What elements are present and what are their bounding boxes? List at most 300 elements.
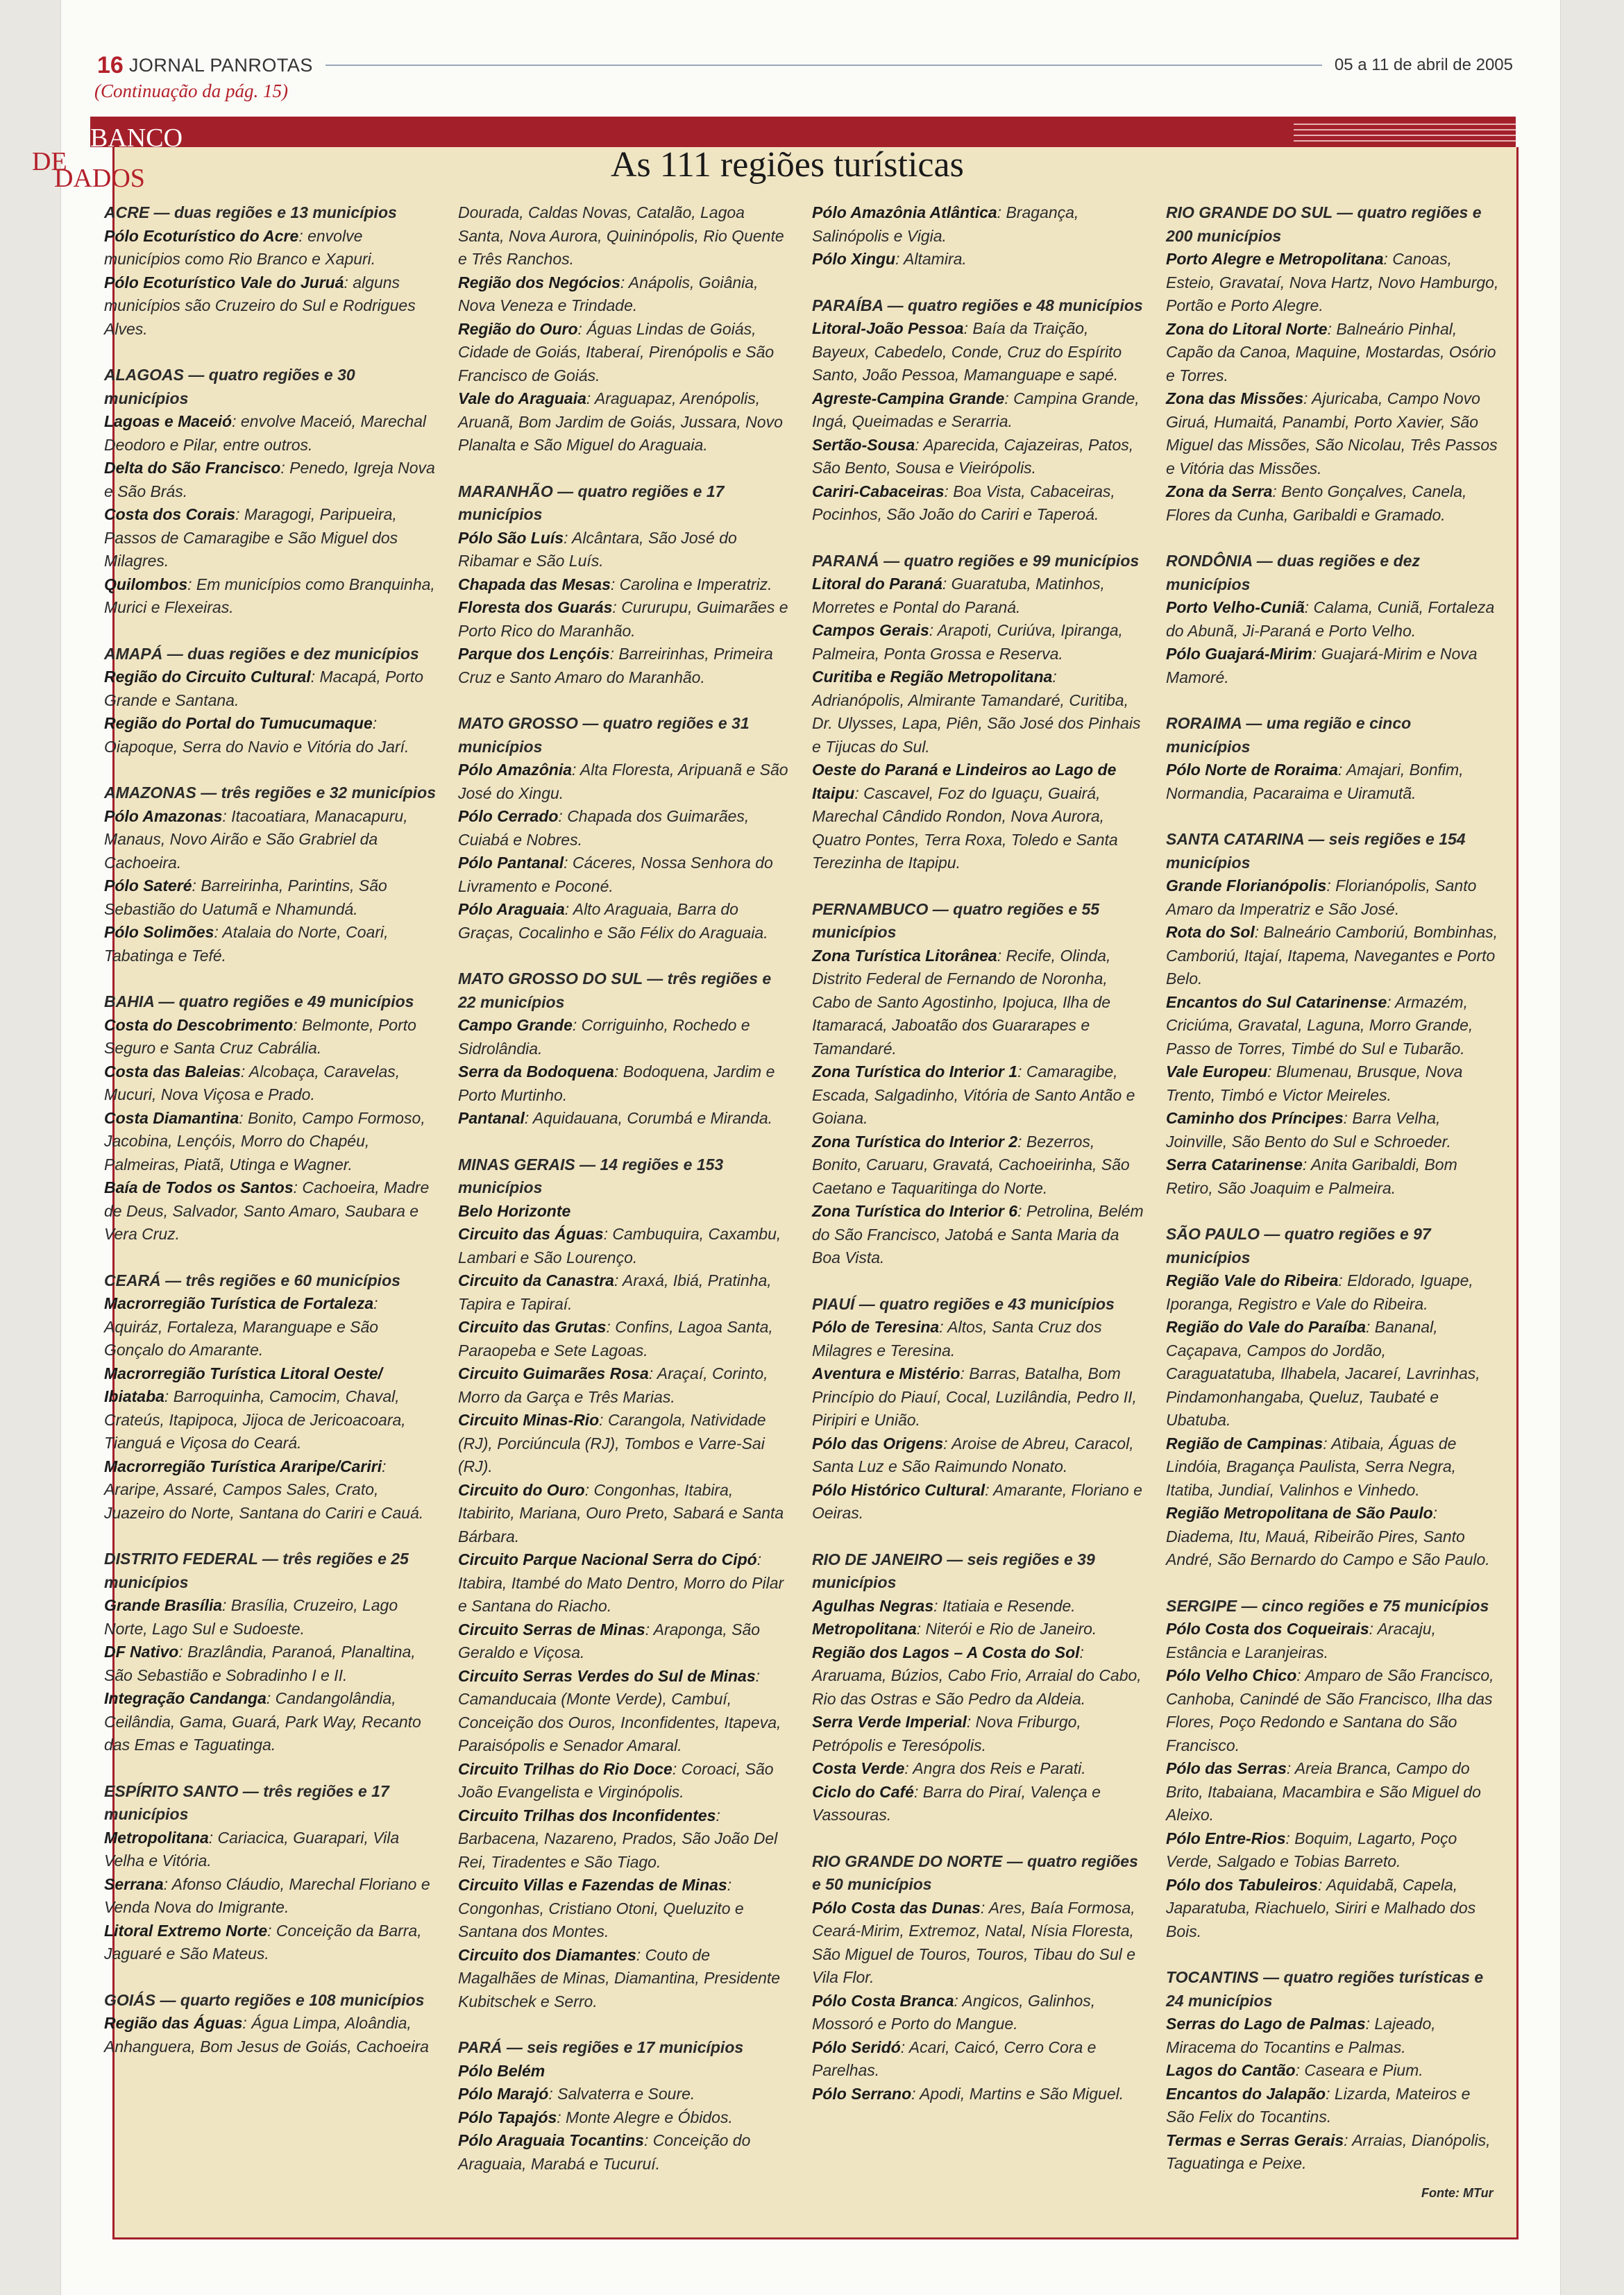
region-municipalities: : Brazlândia, Paranoá, Planaltina, São Sebastião e Sobradinho I e II. [104, 1643, 416, 1684]
state-heading: RONDÔNIA — duas regiões e dez municípios [1166, 552, 1420, 593]
region-municipalities: : Armazém, Criciúma, Gravatal, Laguna, Morro Grande, Passo de Torres, Timbé do Sul e Tubarão. [1166, 992, 1473, 1058]
region-municipalities: : Barbacena, Nazareno, Prados, São João Del Rei, Tiradentes e São Tiago. [458, 1806, 778, 1871]
region-municipalities: : Guaratuba, Matinhos, Morretes e Pontal do Paraná. [812, 575, 1105, 616]
region-entry [104, 1176, 437, 1246]
region-entry [458, 643, 791, 689]
region-name: Circuito Trilhas dos Inconfidentes [458, 1806, 716, 1824]
region-entry [1166, 2129, 1499, 2176]
region-entry [458, 1269, 791, 1316]
region-municipalities: : Anita Garibaldi, Bom Retiro, São Joaquim e Palmeira. [1166, 1155, 1457, 1197]
region-municipalities: : Barreirinhas, Primeira Cruz e Santo Amaro do Maranhão. [458, 645, 773, 686]
region-name: Zona Turística do Interior 6 [812, 1202, 1018, 1220]
region-name: Termas e Serras Gerais [1166, 2131, 1344, 2149]
region-entry [104, 1455, 437, 1525]
region-entry [104, 410, 437, 457]
region-municipalities: : Brasília, Cruzeiro, Lago Norte, Lago Sul e Sudoeste. [104, 1596, 398, 1638]
region-municipalities: : Aquidabã, Capela, Japaratuba, Riachuelo, Siriri e Malhado dos Bois. [1166, 1875, 1476, 1940]
region-entry [1166, 1432, 1499, 1502]
region-entry [104, 874, 437, 921]
region-municipalities: : Amparo de São Francisco, Canhoba, Canindé de São Francisco, Ilha das Flores, Poço Redondo e Santana do São Francisco. [1166, 1666, 1494, 1754]
region-entry [812, 1479, 1145, 1525]
text-column-4 [1166, 201, 1499, 2176]
state-block [1166, 828, 1499, 1200]
region-municipalities: : Atalaia do Norte, Coari, Tabatinga e Tefé. [104, 923, 389, 965]
region-name: Pólo das Serras [1166, 1759, 1287, 1777]
region-entry [1166, 2059, 1499, 2083]
region-municipalities: : Petrolina, Belém do São Francisco, Jatobá e Santa Maria da Boa Vista. [812, 1202, 1144, 1267]
region-entry [458, 1060, 791, 1107]
region-name: Macrorregião Turística Araripe/Cariri [104, 1457, 382, 1475]
region-municipalities: : Alcântara, São José do Ribamar e São Luís. [458, 528, 737, 570]
state-block [812, 201, 1145, 271]
region-municipalities: : Itabira, Itambé do Mato Dentro, Morro do Pilar e Santana do Riacho. [458, 1550, 784, 1615]
region-municipalities: : Cariacica, Guarapari, Vila Velha e Vitória. [104, 1828, 400, 1870]
region-entry [812, 1641, 1145, 1711]
region-entry [812, 1897, 1145, 1990]
region-entry [812, 2083, 1145, 2106]
region-municipalities: : Congonhas, Cristiano Otoni, Queluzito e Santana dos Montes. [458, 1876, 744, 1940]
region-entry [458, 805, 791, 852]
region-entry [104, 2012, 437, 2058]
region-entry [458, 2106, 791, 2130]
region-entry [104, 712, 437, 759]
region-entry [812, 248, 1145, 271]
region-municipalities: : Cáceres, Nossa Senhora do Livramento e Poconé. [458, 854, 773, 895]
region-municipalities: : Bragança, Salinópolis e Vigia. [812, 203, 1079, 245]
region-name: Região Metropolitana de São Paulo [1166, 1504, 1433, 1522]
region-name: Metropolitana [812, 1620, 917, 1638]
region-entry [458, 1014, 791, 1060]
region-municipalities: : Bento Gonçalves, Canela, Flores da Cunha, Garibaldi e Gramado. [1166, 482, 1467, 524]
region-municipalities: : Barroquinha, Camocim, Chaval, Crateús, Itapipoca, Jijoca de Jericoacoara, Tianguá e Viçosa do Ceará. [104, 1387, 406, 1452]
section-label-dados: DADOS [54, 164, 145, 193]
region-name: Litoral do Paraná [812, 575, 942, 593]
region-entry [104, 573, 437, 620]
region-name: Costa Verde [812, 1759, 905, 1777]
region-name: Litoral-João Pessoa [812, 319, 964, 337]
region-entry [104, 1920, 437, 1966]
region-municipalities: : Calama, Cuniã, Fortaleza do Abunã, Ji-Paraná e Porto Velho. [1166, 598, 1495, 640]
region-name: Agulhas Negras [812, 1596, 934, 1615]
region-name: Aventura e Mistério [812, 1364, 961, 1382]
region-name: Pólo Belém [458, 2061, 545, 2080]
region-municipalities: : Arraias, Dianópolis, Taguatinga e Peixe. [1166, 2131, 1491, 2172]
region-name: Região dos Lagos – A Costa do Sol [812, 1643, 1080, 1661]
region-entry [458, 2060, 791, 2083]
page-number: 16 [97, 51, 124, 78]
region-municipalities: : Couto de Magalhães de Minas, Diamantina, Presidente Kubitschek e Serro. [458, 1945, 781, 2010]
region-entry [458, 1409, 791, 1479]
region-municipalities: : Aracaju, Estância e Laranjeiras. [1166, 1620, 1436, 1661]
region-entry [458, 1944, 791, 2014]
region-entry [1166, 1502, 1499, 1572]
state-heading: AMAPÁ — duas regiões e dez municípios [104, 644, 419, 663]
region-name: Circuito Parque Nacional Serra do Cipó [458, 1550, 757, 1568]
region-entry [458, 201, 791, 271]
region-municipalities: : Coroaci, São João Evangelista e Virginópolis. [458, 1759, 774, 1801]
region-name: Integração Candanga [104, 1689, 267, 1707]
continuation-note: (Continuação da pág. 15) [94, 81, 288, 101]
region-entry [812, 1316, 1145, 1362]
region-entry [104, 1594, 437, 1641]
bar-stripes [1294, 121, 1516, 143]
region-entry [1166, 1107, 1499, 1153]
region-name: Sertão-Sousa [812, 435, 915, 454]
region-municipalities: : Carolina e Imperatriz. [610, 575, 772, 593]
region-name: Circuito das Grutas [458, 1318, 607, 1336]
page-header [97, 49, 1513, 82]
region-municipalities: : Apodi, Martins e São Miguel. [911, 2084, 1124, 2103]
state-block [104, 201, 437, 341]
region-name: Costa das Baleias [104, 1062, 241, 1081]
state-heading: SANTA CATARINA — seis regiões e 154 municípios [1166, 830, 1466, 872]
region-name: Pólo Solimões [104, 923, 214, 941]
region-name: Pólo Costa Branca [812, 1991, 954, 2010]
state-block [812, 1548, 1145, 1827]
region-entry [104, 921, 437, 967]
region-name: Pólo Xingu [812, 250, 896, 268]
state-block [458, 1153, 791, 2014]
region-municipalities: : Araguapaz, Arenópolis, Aruanã, Bom Jardim de Goiás, Jussara, Novo Planalta e São Miguel do Araguaia. [458, 389, 783, 454]
region-municipalities: : Aquiráz, Fortaleza, Maranguape e São Gonçalo do Amarante. [104, 1294, 379, 1359]
region-name: Pólo Ecoturístico do Acre [104, 226, 299, 245]
region-entry [458, 1200, 791, 1223]
region-name: Região do Vale do Paraíba [1166, 1318, 1367, 1336]
region-entry [458, 573, 791, 597]
region-name: Região Vale do Ribeira [1166, 1271, 1339, 1289]
state-heading: ESPÍRITO SANTO — três regiões e 17 municípios [104, 1781, 389, 1823]
region-name: Curitiba e Região Metropolitana [812, 668, 1053, 686]
region-name: Pólo Araguaia [458, 900, 565, 918]
region-entry [812, 1990, 1145, 2036]
region-entry [458, 1548, 791, 1618]
region-name: Pólo Araguaia Tocantins [458, 2131, 644, 2149]
region-entry [1166, 991, 1499, 1061]
region-name: Delta do São Francisco [104, 459, 281, 477]
region-name: Zona Turística do Interior 1 [812, 1062, 1018, 1081]
region-entry [812, 1618, 1145, 1641]
region-entry [458, 271, 791, 318]
region-municipalities: : Araponga, São Geraldo e Viçosa. [458, 1620, 761, 1661]
region-name: Pólo Tapajós [458, 2108, 557, 2126]
region-name: Serra Catarinense [1166, 1155, 1303, 1174]
region-name: Metropolitana [104, 1828, 209, 1847]
region-name: Pólo das Origens [812, 1434, 944, 1453]
region-name: Zona Turística do Interior 2 [812, 1132, 1018, 1151]
region-name: Região das Águas [104, 2014, 243, 2032]
region-name: Floresta dos Guarás [458, 598, 613, 616]
region-name: Pólo Pantanal [458, 854, 564, 872]
region-name: Circuito do Ouro [458, 1480, 585, 1499]
region-municipalities: : Nova Friburgo, Petrópolis e Teresópolis. [812, 1713, 1081, 1754]
region-municipalities: : Oiapoque, Serra do Navio e Vitória do Jarí. [104, 714, 409, 756]
state-heading: MATO GROSSO DO SUL — três regiões e 22 municípios [458, 969, 772, 1011]
region-entry [1166, 1269, 1499, 1316]
region-entry [104, 1292, 437, 1362]
region-entry [458, 318, 791, 388]
region-entry [1166, 480, 1499, 527]
region-entry [458, 1618, 791, 1665]
region-municipalities: : Alcobaça, Caravelas, Mucuri, Nova Viçosa e Prado. [104, 1062, 400, 1103]
state-block [812, 898, 1145, 1270]
state-block [458, 2036, 791, 2176]
region-name: Zona da Serra [1166, 482, 1273, 500]
region-entry [812, 1200, 1145, 1270]
region-name: Pólo Guajará-Mirim [1166, 645, 1312, 663]
region-name: Ciclo do Café [812, 1782, 914, 1801]
state-block [458, 201, 791, 457]
region-municipalities: : Cachoeira, Madre de Deus, Salvador, Santo Amaro, Saubara e Vera Cruz. [104, 1178, 430, 1243]
region-name: Lagos do Cantão [1166, 2061, 1296, 2079]
region-entry [812, 480, 1145, 527]
region-municipalities: : Macapá, Porto Grande e Santana. [104, 668, 424, 709]
region-entry [812, 1060, 1145, 1130]
publication-date: 05 a 11 de abril de 2005 [1334, 56, 1513, 74]
region-name: Circuito da Canastra [458, 1271, 614, 1289]
region-municipalities: : Conceição da Barra, Jaguaré e São Mateus. [104, 1921, 422, 1963]
region-entry [104, 666, 437, 712]
state-block [812, 294, 1145, 527]
state-heading: AMAZONAS — três regiões e 32 municípios [104, 784, 437, 802]
region-entry [1166, 1316, 1499, 1432]
region-name: Litoral Extremo Norte [104, 1921, 268, 1940]
region-municipalities: Dourada, Caldas Novas, Catalão, Lagoa Santa, Nova Aurora, Quininópolis, Rio Quente e Três Ranchos. [458, 203, 784, 268]
region-municipalities: : Bezerros, Bonito, Caruaru, Gravatá, Cachoeirinha, São Caetano e Taquaritinga do Norte. [812, 1132, 1130, 1197]
region-entry [812, 1432, 1145, 1479]
region-municipalities: : Penedo, Igreja Nova e São Brás. [104, 459, 435, 500]
region-municipalities: : Angra dos Reis e Parati. [904, 1759, 1086, 1777]
region-name: Pólo Amazonas [104, 806, 223, 825]
region-municipalities: : Alto Araguaia, Barra do Graças, Cocalinho e São Félix do Araguaia. [458, 900, 768, 942]
region-entry [812, 1595, 1145, 1618]
region-entry [104, 1687, 437, 1757]
region-name: DF Nativo [104, 1643, 179, 1661]
state-block [812, 550, 1145, 875]
region-entry [1166, 1060, 1499, 1107]
region-municipalities: : Congonhas, Itabira, Itabirito, Mariana, Ouro Preto, Sabará e Santa Bárbara. [458, 1480, 784, 1545]
region-name: Oeste do Paraná e Lindeiros ao Lago de Itaipu [812, 761, 1117, 802]
state-block [104, 781, 437, 967]
section-label-banco: BANCO [90, 124, 183, 153]
region-entry [104, 1060, 437, 1107]
region-municipalities: : Anápolis, Goiânia, Nova Veneza e Trindade. [458, 273, 759, 314]
state-block [104, 1780, 437, 1966]
article-title: As 111 regiões turísticas [611, 145, 964, 185]
region-municipalities: : Águas Lindas de Goiás, Cidade de Goiás, Itaberaí, Pirenópolis e São Francisco de Goiás. [458, 319, 775, 384]
state-heading: RIO DE JANEIRO — seis regiões e 39 municípios [812, 1550, 1095, 1591]
region-municipalities: : Ares, Baía Formosa, Ceará-Mirim, Extremoz, Natal, Nísia Floresta, São Miguel de Touros, Touros, Tibau do Sul e Vila Flor. [812, 1898, 1136, 1986]
state-block [104, 643, 437, 759]
region-name: Zona Turística Litorânea [812, 946, 997, 965]
region-municipalities: : alguns municípios são Cruzeiro do Sul e Rodrigues Alves. [104, 273, 416, 338]
state-heading: SERGIPE — cinco regiões e 75 municípios [1166, 1596, 1489, 1615]
region-entry [104, 1641, 437, 1687]
state-heading: DISTRITO FEDERAL — três regiões e 25 municípios [104, 1550, 409, 1591]
region-entry [812, 1757, 1145, 1781]
region-name: Pólo Costa dos Coqueirais [1166, 1620, 1369, 1638]
region-name: Circuito Serras de Minas [458, 1620, 645, 1638]
state-heading: CEARÁ — três regiões e 60 municípios [104, 1271, 400, 1289]
state-heading: MARANHÃO — quatro regiões e 17 municípios [458, 482, 725, 523]
region-name: Grande Florianópolis [1166, 876, 1327, 895]
region-name: Caminho dos Príncipes [1166, 1109, 1344, 1127]
region-entry [104, 503, 437, 573]
region-entry [812, 2036, 1145, 2083]
region-name: Grande Brasília [104, 1596, 223, 1614]
region-municipalities: : Adrianópolis, Almirante Tamandaré, Curitiba, Dr. Ulysses, Lapa, Piên, São José dos Pinhais e Tijucas do Sul. [812, 668, 1141, 756]
region-name: Pólo Entre-Rios [1166, 1829, 1286, 1847]
region-name: Zona do Litoral Norte [1166, 319, 1328, 338]
state-heading: GOIÁS — quarto regiões e 108 municípios [104, 1990, 425, 2009]
region-name: Região do Portal do Tumucumaque [104, 714, 373, 732]
text-column-2 [458, 201, 791, 2176]
section-bar [90, 117, 1516, 147]
region-entry [104, 1362, 437, 1455]
region-municipalities: : Araçaí, Corinto, Morro da Garça e Três Marias. [458, 1364, 768, 1406]
region-entry [1166, 921, 1499, 991]
region-municipalities: : Araripe, Assaré, Campos Sales, Crato, Juazeiro do Norte, Santana do Cariri e Cauá. [104, 1457, 424, 1522]
region-name: Circuito dos Diamantes [458, 1945, 636, 1964]
region-municipalities: : Lizarda, Mateiros e São Felix do Tocantins. [1166, 2084, 1471, 2126]
region-name: Agreste-Campina Grande [812, 389, 1005, 407]
region-entry [104, 225, 437, 271]
region-name: Pólo Marajó [458, 2085, 549, 2103]
region-entry [458, 1316, 791, 1362]
region-name: Circuito Serras Verdes do Sul de Minas [458, 1666, 756, 1685]
region-municipalities: : Monte Alegre e Óbidos. [557, 2108, 733, 2126]
region-entry [458, 1223, 791, 1269]
region-municipalities: : Balneário Camboriú, Bombinhas, Camboriú, Itajaí, Itapema, Navegantes e Porto Belo. [1166, 923, 1498, 988]
region-municipalities: : Barras, Batalha, Bom Princípio do Piauí, Cocal, Luzilândia, Pedro II, Piripiri e União. [812, 1364, 1137, 1429]
region-name: Pólo Cerrado [458, 807, 559, 825]
region-municipalities: : Aroise de Abreu, Caracol, Santa Luz e São Raimundo Nonato. [812, 1434, 1134, 1475]
region-municipalities: : Bonito, Campo Formoso, Jacobina, Lençóis, Morro do Chapéu, Palmeiras, Piatã, Utinga e Wagner. [104, 1108, 425, 1174]
region-name: Parque dos Lençóis [458, 645, 610, 663]
region-municipalities: : envolve Maceió, Marechal Deodoro e Pilar, entre outros. [104, 412, 427, 454]
region-entry [104, 457, 437, 503]
region-name: Lagoas e Maceió [104, 412, 232, 430]
text-column-3 [812, 201, 1145, 2106]
region-name: Serra Verde Imperial [812, 1713, 967, 1731]
state-heading: TOCANTINS — quatro regiões turísticas e 24 municípios [1166, 1968, 1484, 2010]
region-municipalities: : Camaragibe, Escada, Salgadinho, Vitória de Santo Antão e Goiana. [812, 1062, 1135, 1127]
region-name: Campos Gerais [812, 621, 929, 639]
region-entry [458, 2129, 791, 2176]
region-name: Circuito Villas e Fazendas de Minas [458, 1876, 727, 1894]
state-heading: MINAS GERAIS — 14 regiões e 153 municípios [458, 1155, 724, 1196]
region-name: Campo Grande [458, 1016, 573, 1034]
region-municipalities: : Diadema, Itu, Mauá, Ribeirão Pires, Santo André, São Bernardo do Campo e São Paulo. [1166, 1504, 1490, 1568]
region-entry [812, 945, 1145, 1061]
region-name: Circuito Minas-Rio [458, 1411, 600, 1429]
region-entry [1166, 2013, 1499, 2059]
region-name: Pólo Serrano [812, 2084, 912, 2103]
region-municipalities: : Aquidauana, Corumbá e Miranda. [524, 1109, 773, 1127]
state-block [1166, 712, 1499, 805]
header-rule [325, 65, 1322, 66]
region-municipalities: : Altos, Santa Cruz dos Milagres e Teresina. [812, 1318, 1102, 1360]
state-heading: PERNAMBUCO — quatro regiões e 55 municípios [812, 899, 1100, 941]
region-municipalities: : Chapada dos Guimarães, Cuiabá e Nobres. [458, 807, 750, 849]
region-municipalities: : Amarante, Floriano e Oeiras. [812, 1480, 1142, 1522]
state-heading: PARANÁ — quatro regiões e 99 municípios [812, 551, 1140, 570]
state-heading: ALAGOAS — quatro regiões e 30 municípios [104, 366, 355, 407]
region-municipalities: : Araruama, Búzios, Cabo Frio, Arraial do Cabo, Rio das Ostras e São Pedro da Aldeia. [812, 1643, 1142, 1708]
state-heading: RORAIMA — uma região e cinco municípios [1166, 714, 1412, 756]
region-municipalities: : Blumenau, Brusque, Nova Trento, Timbó e Victor Meireles. [1166, 1062, 1463, 1104]
region-name: Circuito das Águas [458, 1225, 604, 1243]
region-entry [1166, 1153, 1499, 1200]
region-municipalities: : Barra do Piraí, Valença e Vassouras. [812, 1782, 1101, 1824]
region-entry [812, 759, 1145, 875]
region-name: Belo Horizonte [458, 1201, 571, 1220]
region-name: Vale Europeu [1166, 1062, 1268, 1081]
region-municipalities: : Guajará-Mirim e Nova Mamoré. [1166, 645, 1478, 686]
region-entry [1166, 759, 1499, 805]
region-entry [812, 619, 1145, 666]
region-name: Pólo Amazônia [458, 761, 572, 779]
region-entry [458, 1479, 791, 1549]
state-block [812, 1850, 1145, 2106]
state-block [458, 712, 791, 945]
region-municipalities: : Cururupu, Guimarães e Porto Rico do Maranhão. [458, 598, 788, 640]
region-name: Chapada das Mesas [458, 575, 611, 593]
region-name: Zona das Missões [1166, 389, 1304, 407]
region-name: Costa do Descobrimento [104, 1015, 294, 1034]
region-name: Circuito Trilhas do Rio Doce [458, 1759, 673, 1778]
state-block [104, 1989, 437, 2059]
region-municipalities: : Afonso Cláudio, Marechal Floriano e Venda Nova do Imigrante. [104, 1874, 430, 1916]
region-entry [458, 1665, 791, 1758]
region-name: Serrana [104, 1874, 164, 1893]
state-block [1166, 1223, 1499, 1572]
region-entry [458, 1804, 791, 1874]
region-name: Serras do Lago de Palmas [1166, 2015, 1366, 2033]
region-municipalities: : Alta Floresta, Aripuanã e São José do Xingu. [458, 761, 788, 802]
region-entry [1166, 596, 1499, 643]
state-heading: RIO GRANDE DO NORTE — quatro regiões e 50 municípios [812, 1852, 1138, 1893]
state-heading: PIAUÍ — quatro regiões e 43 municípios [812, 1294, 1115, 1313]
region-municipalities: : Ajuricaba, Campo Novo Giruá, Humaitá, Panambi, Porto Xavier, São Miguel das Missões, São Nicolau, Três Passos e Vitória das Missões. [1166, 389, 1498, 477]
region-municipalities: : Barreirinha, Parintins, São Sebastião do Uatumã e Nhamundá. [104, 876, 387, 918]
state-block [104, 1269, 437, 1525]
region-entry [1166, 1757, 1499, 1827]
region-entry [1166, 387, 1499, 480]
region-municipalities: : Areia Branca, Campo do Brito, Itabaiana, Macambira e São Miguel do Aleixo. [1166, 1759, 1481, 1824]
region-municipalities: : Campina Grande, Ingá, Queimadas e Serarria. [812, 389, 1140, 430]
state-heading: RIO GRANDE DO SUL — quatro regiões e 200 municípios [1166, 203, 1482, 245]
region-municipalities: : Maragogi, Paripueira, Passos de Camaragibe e São Miguel dos Milagres. [104, 505, 398, 570]
region-entry [1166, 318, 1499, 388]
region-municipalities: : Angicos, Galinhos, Mossoró e Porto do Mangue. [812, 1991, 1096, 2033]
region-name: Região do Circuito Cultural [104, 668, 311, 686]
region-entry [104, 271, 437, 341]
state-block [1166, 201, 1499, 527]
section-label-de: DE [32, 147, 67, 176]
region-entry [104, 1827, 437, 1873]
region-entry [1166, 1827, 1499, 1874]
state-heading: PARAÍBA — quatro regiões e 48 municípios [812, 296, 1143, 314]
region-entry [458, 1874, 791, 1944]
region-entry [812, 573, 1145, 619]
publication-name: JORNAL PANROTAS [128, 54, 313, 76]
region-municipalities: : Conceição do Araguaia, Marabá e Tucuruí. [458, 2131, 751, 2173]
region-name: Pólo Histórico Cultural [812, 1480, 986, 1499]
region-entry [812, 1130, 1145, 1201]
region-entry [458, 852, 791, 898]
state-block [104, 990, 437, 1246]
region-name: Pólo Seridó [812, 2038, 901, 2056]
